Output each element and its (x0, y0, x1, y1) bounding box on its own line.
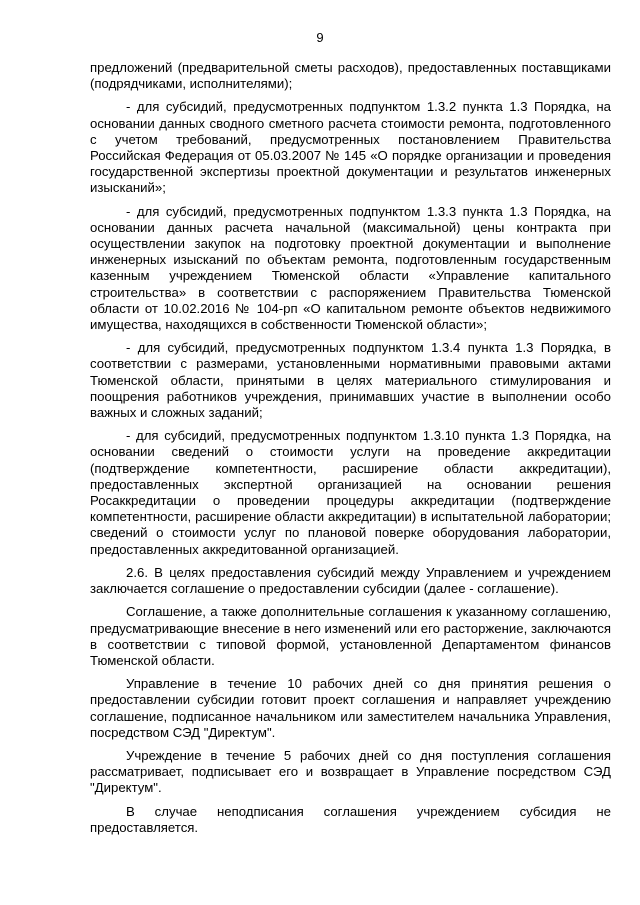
paragraph-subsidy-1-3-10: - для субсидий, предусмотренных подпунктом 1.3.10 пункта 1.3 Порядка, на основании сведений о стоимости услуги на проведение аккредитации (подтверждение компетентности, расширение области аккредитации), предоставленных экспертной организацией на основании решения Росаккредитации о проведении процедуры аккредитации (подтверждение компетентности, расширение области аккредитации) в испытательной лаборатории; сведений о стоимости услуг по плановой поверке оборудования лаборатории, предоставленных аккредитованной организацией. (90, 428, 611, 557)
paragraph-subsidy-1-3-4: - для субсидий, предусмотренных подпунктом 1.3.4 пункта 1.3 Порядка, в соответствии с размерами, установленными нормативными правовыми актами Тюменской области, принятыми в целях материального стимулирования и поощрения работников учреждения, принимавших участие в выполнении особо важных и сложных заданий; (90, 340, 611, 421)
paragraph-continuation: предложений (предварительной сметы расходов), предоставленных поставщиками (подрядчиками, исполнителями); (90, 60, 611, 92)
paragraph-subsidy-1-3-3: - для субсидий, предусмотренных подпунктом 1.3.3 пункта 1.3 Порядка, на основании данных расчета начальной (максимальной) цены контракта при осуществлении закупок на подготовку проектной документации и выполнение инженерных изысканий по объектам ремонта, подготовленным государственным казенным учреждением Тюменской области «Управление капитального строительства» в соответствии с распоряжением Правительства Тюменской области от 10.02.2016 № 104-рп «О капитальном ремонте объектов недвижимого имущества, находящихся в собственности Тюменской области»; (90, 203, 611, 333)
paragraph-2-6: 2.6. В целях предоставления субсидий между Управлением и учреждением заключается соглашение о предоставлении субсидии (далее - соглашение). (90, 564, 611, 597)
paragraph-agreement-preparation: Управление в течение 10 рабочих дней со дня принятия решения о предоставлении субсидии готовит проект соглашения и направляет учреждению соглашение, подписанное начальником или заместителем начальника Управления, посредством СЭД "Директум". (90, 676, 611, 740)
paragraph-non-signing: В случае неподписания соглашения учреждением субсидия не предоставляется. (90, 803, 611, 835)
page-number: 9 (316, 30, 324, 45)
paragraph-subsidy-1-3-2: - для субсидий, предусмотренных подпунктом 1.3.2 пункта 1.3 Порядка, на основании данных сводного сметного расчета стоимости ремонта, подготовленного с учетом требований, предусмотренных постановлением Правительства Российская Федерация от 05.03.2007 № 145 «О порядке организации и проведения государственной экспертизы проектной документации и результатов инженерных изысканий»; (90, 99, 611, 196)
document-body (90, 60, 611, 843)
paragraph-agreement-signing: Учреждение в течение 5 рабочих дней со дня поступления соглашения рассматривает, подписывает его и возвращает в Управление посредством СЭД "Директум". (90, 747, 611, 796)
paragraph-agreement-form: Соглашение, а также дополнительные соглашения к указанному соглашению, предусматривающие внесение в него изменений или его расторжение, заключаются в соответствии с типовой формой, установленной Департаментом финансов Тюменской области. (90, 604, 611, 668)
